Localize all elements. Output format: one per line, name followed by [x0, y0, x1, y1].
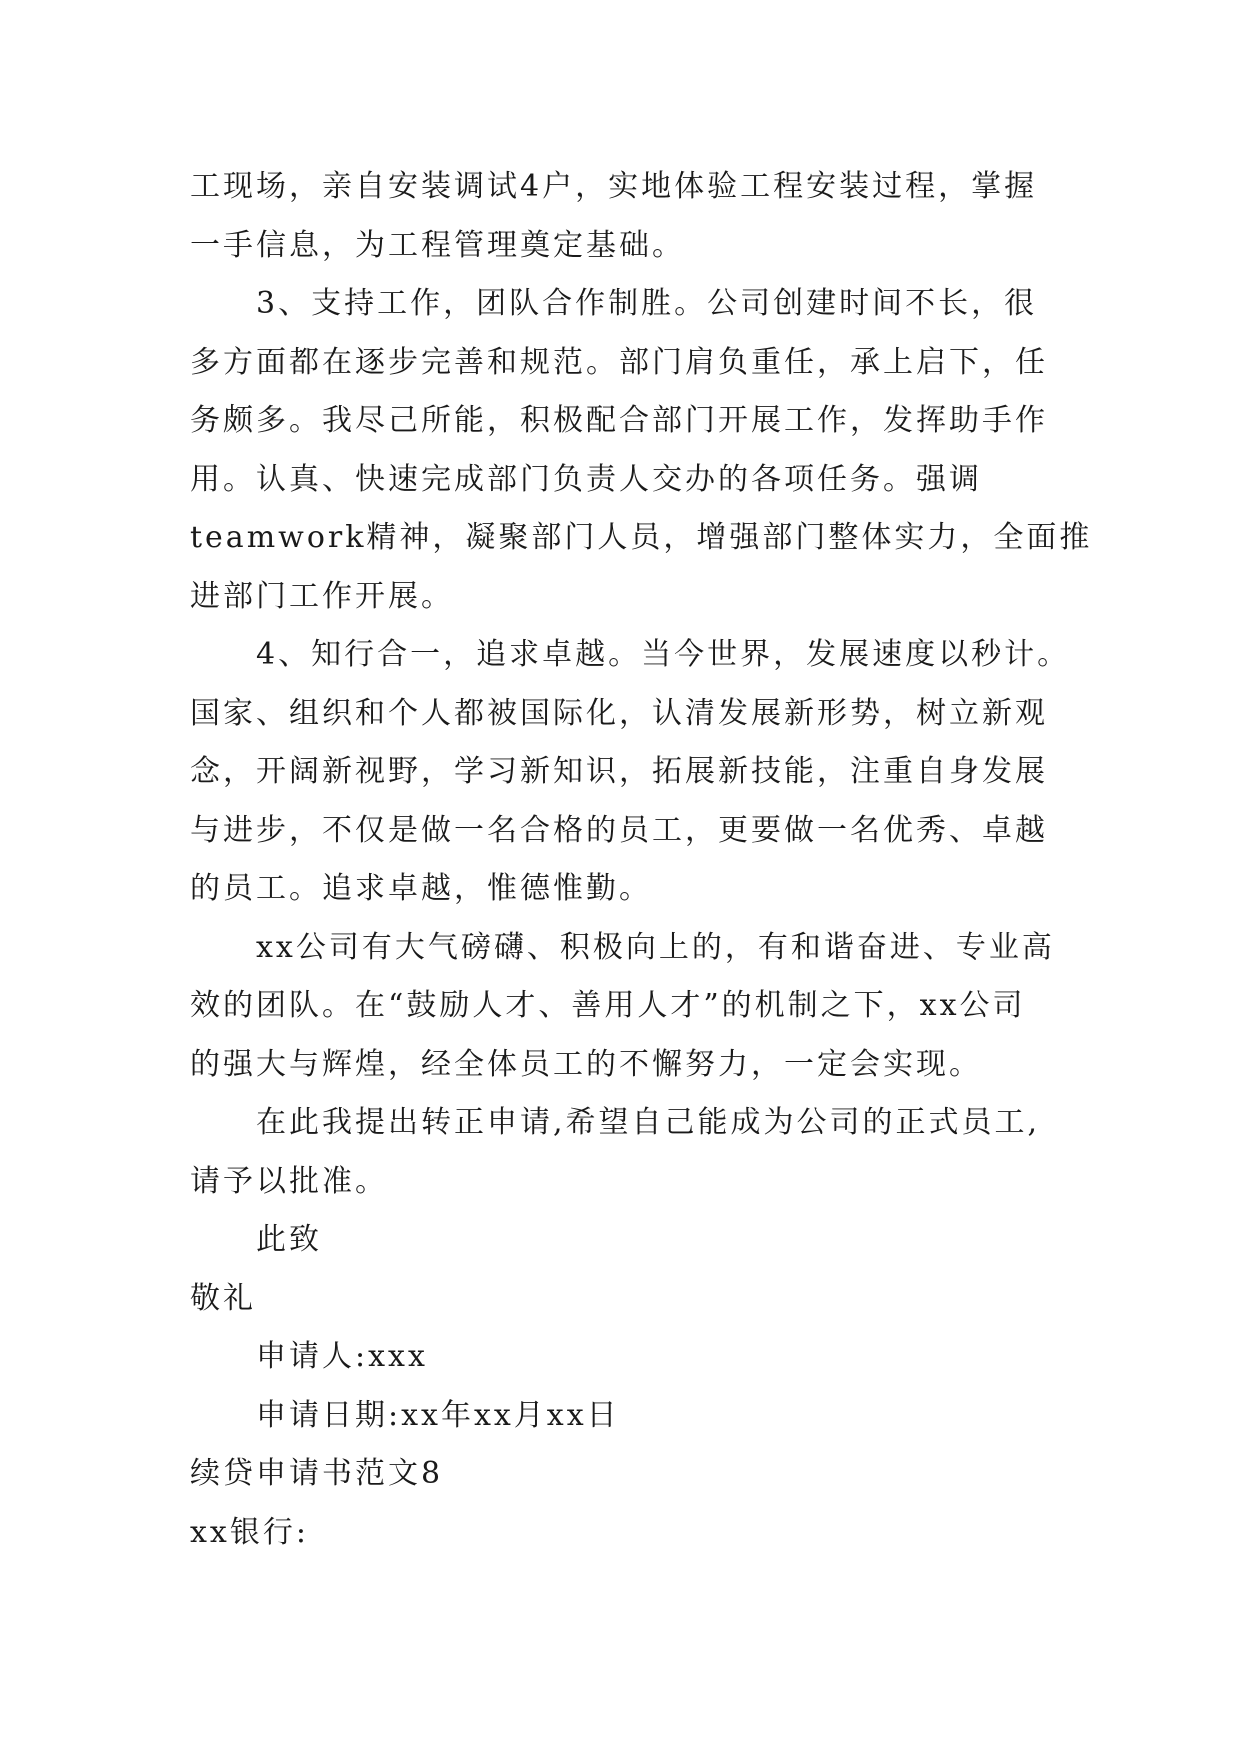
- text-line: teamwork精神，凝聚部门人员，增强部门整体实力，全面推: [190, 520, 1093, 555]
- text-line: 4、知行合一，追求卓越。当今世界，发展速度以秒计。: [256, 637, 1071, 672]
- application-date: 申请日期:xx年xx月xx日: [256, 1397, 620, 1433]
- text-line: 3、支持工作，团队合作制胜。公司创建时间不长，很: [256, 286, 1038, 321]
- text-line: 念，开阔新视野，学习新知识，拓展新技能，注重自身发展: [190, 754, 1048, 789]
- text-line: 国家、组织和个人都被国际化，认清发展新形势，树立新观: [190, 695, 1048, 731]
- text-line: 一手信息，为工程管理奠定基础。: [190, 227, 685, 263]
- text-line: 的员工。追求卓越，惟德惟勤。: [190, 871, 652, 906]
- recipient-line: xx银行:: [190, 1514, 309, 1550]
- text-line: 务颇多。我尽己所能，积极配合部门开展工作，发挥助手作: [190, 403, 1048, 438]
- text-line: 多方面都在逐步完善和规范。部门肩负重任，承上启下，任: [190, 344, 1048, 380]
- closing-regards: 敬礼: [190, 1280, 256, 1316]
- text-line: 在此我提出转正申请,希望自己能成为公司的正式员工,: [256, 1105, 1041, 1140]
- text-line: 进部门工作开展。: [190, 578, 454, 614]
- text-line: 用。认真、快速完成部门负责人交办的各项任务。强调: [190, 461, 982, 497]
- closing-salutation: 此致: [256, 1222, 322, 1257]
- text-line: 效的团队。在“鼓励人才、善用人才”的机制之下，xx公司: [190, 988, 1026, 1023]
- applicant-name: 申请人:xxx: [256, 1339, 428, 1374]
- section-heading: 续贷申请书范文8: [190, 1456, 444, 1491]
- text-line: 请予以批准。: [190, 1163, 388, 1199]
- text-line: xx公司有大气磅礴、积极向上的，有和谐奋进、专业高: [256, 929, 1055, 965]
- text-line: 的强大与辉煌，经全体员工的不懈努力，一定会实现。: [190, 1046, 982, 1082]
- text-line: 工现场，亲自安装调试4户，实地体验工程安装过程，掌握: [190, 169, 1038, 204]
- document-page: [190, 158, 1093, 1562]
- text-line: 与进步，不仅是做一名合格的员工，更要做一名优秀、卓越: [190, 812, 1048, 848]
